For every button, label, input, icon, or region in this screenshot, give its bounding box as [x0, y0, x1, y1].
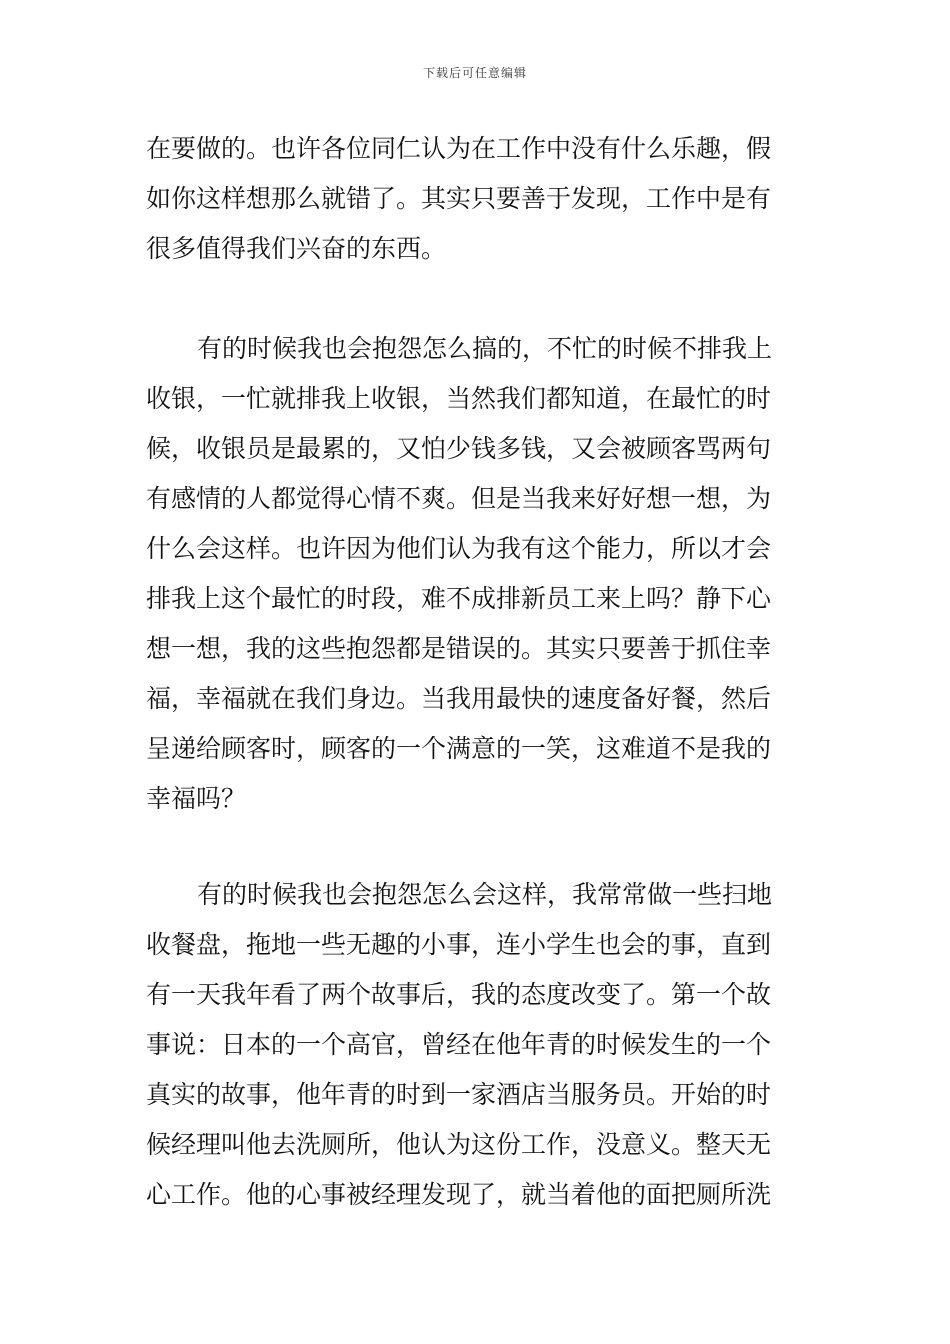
- text-line: 候经理叫他去洗厕所，他认为这份工作，没意义。整天无: [146, 1130, 772, 1159]
- text-line: 事说：日本的一个高官，曾经在他年青的时候发生的一个: [146, 1030, 772, 1059]
- text-line: 福，幸福就在我们身边。当我用最快的速度备好餐，然后: [146, 684, 772, 713]
- text-line: 在要做的。也许各位同仁认为在工作中没有什么乐趣，假: [146, 134, 772, 163]
- text-line: 收银，一忙就排我上收银，当然我们都知道，在最忙的时: [146, 384, 772, 413]
- text-line: 排我上这个最忙的时段，难不成排新员工来上吗？静下心: [146, 584, 772, 613]
- text-line: 想一想，我的这些抱怨都是错误的。其实只要善于抓住幸: [146, 634, 772, 663]
- text-line: 有的时候我也会抱怨怎么搞的，不忙的时候不排我上: [197, 334, 773, 363]
- text-line: 什么会这样。也许因为他们认为我有这个能力，所以才会: [146, 534, 772, 563]
- text-line: 很多值得我们兴奋的东西。: [146, 234, 447, 263]
- text-line: 收餐盘，拖地一些无趣的小事，连小学生也会的事，直到: [146, 930, 772, 959]
- text-line: 如你这样想那么就错了。其实只要善于发现，工作中是有: [146, 184, 772, 213]
- text-line: 呈递给顾客时，顾客的一个满意的一笑，这难道不是我的: [146, 734, 772, 763]
- text-line: 幸福吗？: [146, 784, 247, 813]
- text-line: 候，收银员是最累的，又怕少钱多钱，又会被顾客骂两句: [146, 434, 772, 463]
- page-header-note: 下载后可任意编辑: [422, 66, 527, 80]
- text-line: 有一天我年看了两个故事后，我的态度改变了。第一个故: [146, 980, 772, 1009]
- text-line: 心工作。他的心事被经理发现了，就当着他的面把厕所洗: [146, 1180, 772, 1209]
- text-line: 有的时候我也会抱怨怎么会这样，我常常做一些扫地: [197, 880, 773, 909]
- text-line: 有感情的人都觉得心情不爽。但是当我来好好想一想，为: [146, 484, 772, 513]
- text-line: 真实的故事，他年青的时到一家酒店当服务员。开始的时: [146, 1080, 772, 1109]
